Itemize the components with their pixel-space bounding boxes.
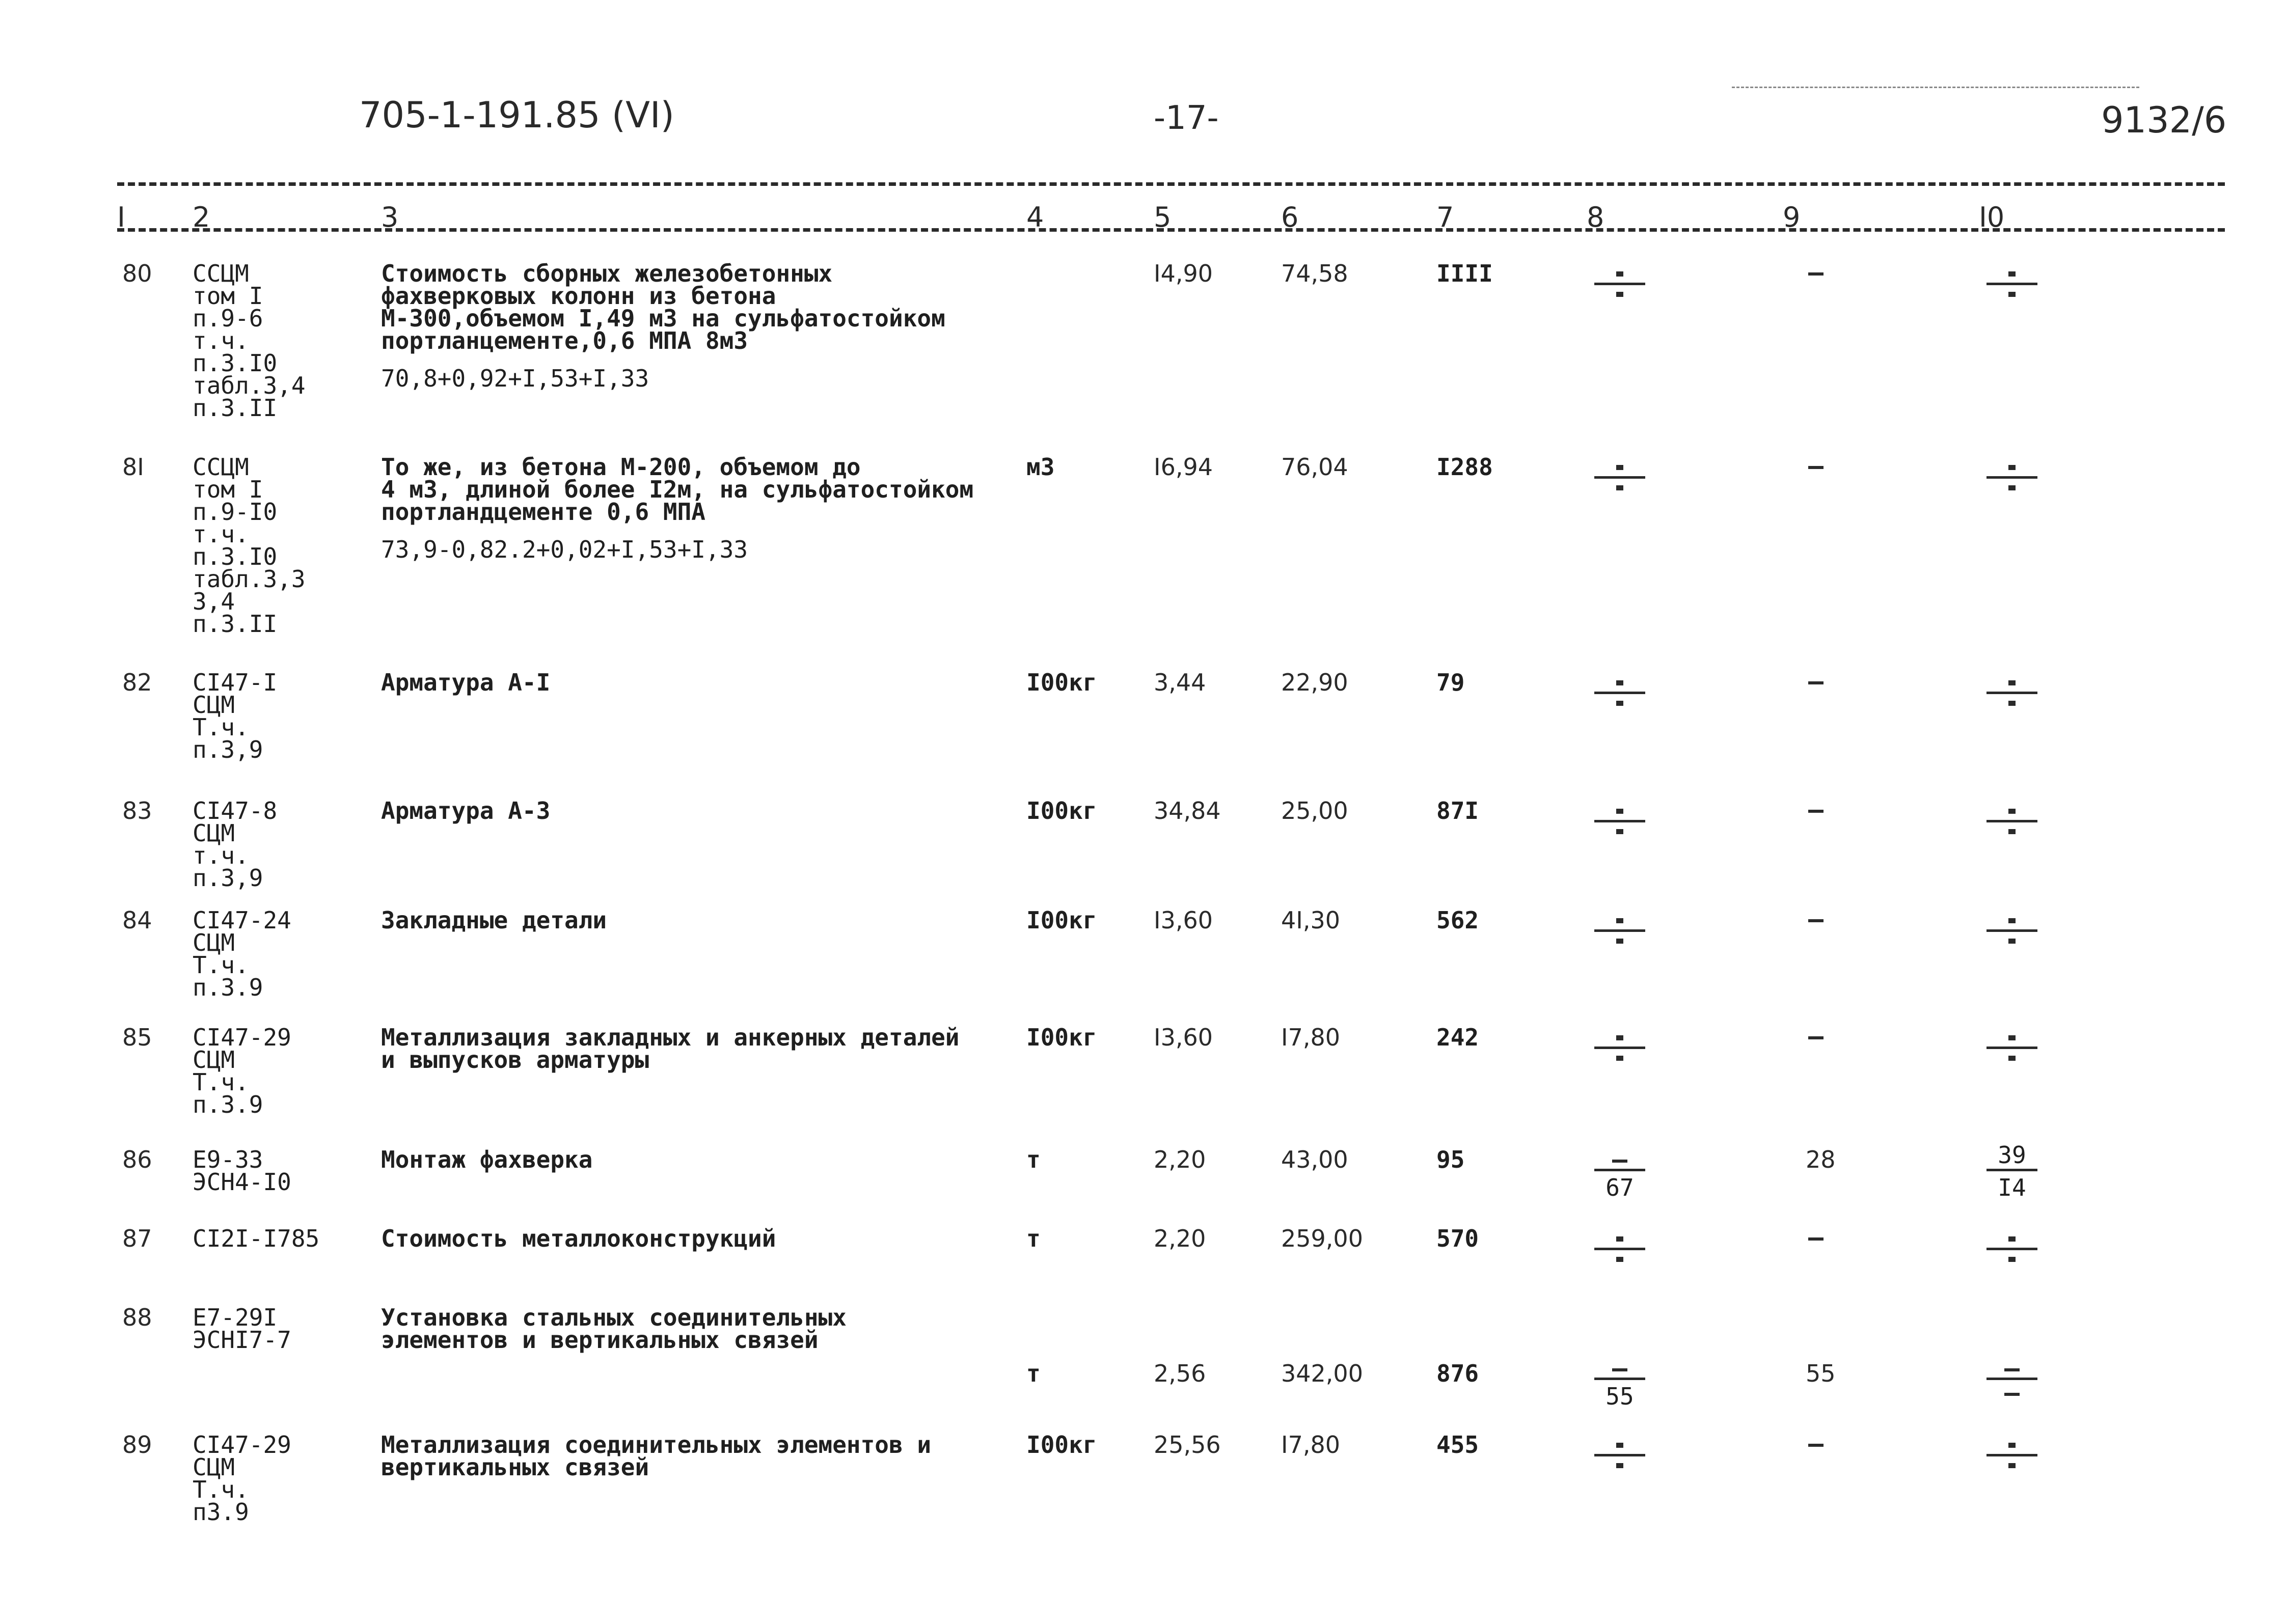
unit: м3 (1026, 453, 1055, 481)
quantity: I6,94 (1154, 453, 1213, 481)
column-header-6: 6 (1281, 201, 1299, 233)
row-number: 84 (122, 906, 152, 934)
division-dot-bottom (2008, 1056, 2016, 1061)
col8-not-applicable (1594, 1227, 1645, 1273)
division-bar (1594, 476, 1645, 479)
reference-code: СI47-29 СЦМ Т.ч. п3.9 (193, 1431, 291, 1526)
unit: I00кг (1026, 906, 1097, 934)
quantity: 2,56 (1154, 1360, 1206, 1387)
fraction-denominator: I4 (1998, 1174, 2026, 1201)
unit-price: 259,00 (1281, 1225, 1363, 1252)
col9-dash (1808, 1036, 1824, 1039)
reference-code: ССЦМ том I п.9-I0 т.ч. п.3.I0 табл.3,3 3,4 п.3.II (193, 453, 306, 638)
unit-price: I7,80 (1281, 1431, 1340, 1458)
col10-not-applicable (1986, 909, 2037, 955)
division-bar (1986, 692, 2037, 694)
col10-fraction (1986, 1141, 2037, 1201)
description: Арматура А-I (381, 669, 551, 696)
description: Металлизация закладных и анкерных деталей и выпусков арматуры (381, 1024, 960, 1074)
unit-price: 4I,30 (1281, 906, 1340, 934)
quantity: 2,20 (1154, 1146, 1206, 1173)
quantity: I3,60 (1154, 906, 1213, 934)
col8-not-applicable (1594, 909, 1645, 955)
total-cost: 570 (1436, 1225, 1479, 1252)
unit: т (1026, 1146, 1041, 1173)
reference-code: Е7-29I ЭСНI7-7 (193, 1304, 291, 1354)
division-bar (1986, 1047, 2037, 1049)
division-bar (1986, 1454, 2037, 1456)
reference-code: СI47-I СЦМ Т.ч. п.3,9 (193, 669, 278, 763)
unit: I00кг (1026, 1024, 1097, 1051)
column-header-8: 8 (1587, 201, 1604, 233)
quantity: I3,60 (1154, 1024, 1213, 1051)
division-dot-top (1616, 809, 1623, 814)
division-bar (1594, 1047, 1645, 1049)
division-dot-top (1616, 271, 1623, 277)
column-header-9: 9 (1783, 201, 1801, 233)
division-dot-bottom (1616, 939, 1623, 944)
description: Установка стальных соединительных элементов и вертикальных связей (381, 1304, 847, 1354)
col9-dash (1808, 810, 1824, 813)
total-cost: 79 (1436, 669, 1465, 696)
col9-dash (1808, 681, 1824, 684)
division-bar (1986, 1248, 2037, 1250)
column-header-10: I0 (1979, 201, 2005, 233)
division-dot-top (1616, 1443, 1623, 1448)
numerator-dash (1612, 1368, 1627, 1371)
col10-not-applicable (1986, 1227, 2037, 1273)
row-number: 88 (122, 1304, 152, 1331)
col10-not-applicable (1986, 1026, 2037, 1072)
division-dot-top (2008, 465, 2016, 470)
division-bar (1594, 283, 1645, 285)
division-dot-bottom (2008, 939, 2016, 944)
document-code: 705-1-191.85 (VI) (359, 94, 674, 136)
division-dot-bottom (1616, 1056, 1623, 1061)
division-dot-bottom (2008, 1257, 2016, 1262)
division-dot-bottom (2008, 485, 2016, 490)
division-dot-top (2008, 1236, 2016, 1242)
column-header-3: 3 (381, 201, 399, 233)
quantity: 25,56 (1154, 1431, 1221, 1458)
col10-fraction (1986, 1357, 2037, 1403)
col8-fraction (1594, 1357, 1645, 1410)
division-dot-top (2008, 809, 2016, 814)
total-cost: I288 (1436, 453, 1493, 481)
division-dot-bottom (1616, 485, 1623, 490)
total-cost: 95 (1436, 1146, 1465, 1173)
reference-code: ССЦМ том I п.9-6 т.ч. п.3.I0 табл.3,4 п.3.II (193, 260, 306, 422)
division-dot-top (1616, 918, 1623, 923)
column-header-7: 7 (1436, 201, 1454, 233)
division-dot-top (1616, 465, 1623, 470)
division-dot-bottom (1616, 1463, 1623, 1468)
quantity: 2,20 (1154, 1225, 1206, 1252)
total-cost: 455 (1436, 1431, 1479, 1458)
description: Монтаж фахверка (381, 1146, 593, 1173)
col10-not-applicable (1986, 1434, 2037, 1479)
quantity: 3,44 (1154, 669, 1206, 696)
unit: т (1026, 1360, 1041, 1387)
fraction-bar (1594, 1169, 1645, 1171)
unit-price: 22,90 (1281, 669, 1348, 696)
row-number: 83 (122, 797, 152, 824)
column-header-4: 4 (1026, 201, 1044, 233)
fraction-denominator: 67 (1605, 1174, 1634, 1201)
col10-not-applicable (1986, 671, 2037, 717)
col8-not-applicable (1594, 671, 1645, 717)
reference-code: Е9-33 ЭСН4-I0 (193, 1146, 291, 1196)
col8-not-applicable (1594, 456, 1645, 502)
division-bar (1986, 283, 2037, 285)
row-number: 87 (122, 1225, 152, 1252)
total-cost: 562 (1436, 906, 1479, 934)
division-bar (1594, 1248, 1645, 1250)
row-number: 86 (122, 1146, 152, 1173)
unit-price: 342,00 (1281, 1360, 1363, 1387)
numerator-dash (2004, 1368, 2020, 1371)
division-bar (1594, 1454, 1645, 1456)
row-number: 85 (122, 1024, 152, 1051)
total-cost: 242 (1436, 1024, 1479, 1051)
total-cost: IIII (1436, 260, 1493, 287)
unit-price: I7,80 (1281, 1024, 1340, 1051)
description: Металлизация соединительных элементов и вертикальных связей (381, 1431, 932, 1481)
row-number: 8I (122, 453, 144, 481)
total-cost: 87I (1436, 797, 1479, 824)
top-right-rule (1732, 87, 2139, 88)
row-number: 89 (122, 1431, 152, 1458)
calculation-formula: 73,9-0,82.2+0,02+I,53+I,33 (381, 536, 748, 563)
division-bar (1594, 820, 1645, 822)
col9-dash (1808, 919, 1824, 922)
division-bar (1986, 820, 2037, 822)
row-number: 82 (122, 669, 152, 696)
unit-price: 76,04 (1281, 453, 1348, 481)
col9-dash (1808, 1237, 1824, 1241)
unit-price: 43,00 (1281, 1146, 1348, 1173)
col9-dash (1808, 272, 1824, 276)
division-dot-bottom (1616, 292, 1623, 297)
unit-price: 74,58 (1281, 260, 1348, 287)
division-dot-top (2008, 1035, 2016, 1040)
col9-value: 28 (1806, 1146, 1836, 1173)
division-dot-bottom (2008, 829, 2016, 834)
division-dot-top (2008, 918, 2016, 923)
description: Закладные детали (381, 906, 607, 934)
division-dot-bottom (2008, 1463, 2016, 1468)
reference-code: СI47-8 СЦМ т.ч. п.3,9 (193, 797, 278, 892)
division-bar (1986, 476, 2037, 479)
col8-not-applicable (1594, 1434, 1645, 1479)
col8-fraction (1594, 1148, 1645, 1201)
col8-not-applicable (1594, 1026, 1645, 1072)
division-dot-top (2008, 271, 2016, 277)
reference-code: СI2I-I785 (193, 1225, 320, 1252)
fraction-numerator: 39 (1998, 1141, 2026, 1169)
reference-code: СI47-24 СЦМ Т.ч. п.3.9 (193, 906, 291, 1001)
column-header-5: 5 (1154, 201, 1172, 233)
unit-price: 25,00 (1281, 797, 1348, 824)
page-number: -17- (1154, 99, 1219, 137)
table-top-rule (117, 182, 2225, 186)
description: Арматура А-3 (381, 797, 551, 824)
division-dot-top (2008, 680, 2016, 685)
col8-not-applicable (1594, 800, 1645, 845)
unit: I00кг (1026, 1431, 1097, 1458)
division-dot-bottom (2008, 701, 2016, 706)
division-bar (1594, 692, 1645, 694)
division-dot-bottom (1616, 1257, 1623, 1262)
unit: I00кг (1026, 669, 1097, 696)
fraction-bar (1986, 1169, 2037, 1171)
column-header-1: I (117, 201, 125, 233)
division-dot-bottom (2008, 292, 2016, 297)
fraction-bar (1986, 1378, 2037, 1380)
division-dot-bottom (1616, 829, 1623, 834)
col9-value: 55 (1806, 1360, 1836, 1387)
division-dot-top (1616, 1236, 1623, 1242)
division-dot-top (1616, 680, 1623, 685)
description: Стоимость сборных железобетонных фахверковых колонн из бетона М-300,объемом I,49 м3 на сульфатостойком портланцементе,0,6 МПА 8м3 (381, 260, 945, 354)
numerator-dash (1612, 1160, 1627, 1163)
total-cost: 876 (1436, 1360, 1479, 1387)
col9-dash (1808, 466, 1824, 469)
calculation-formula: 70,8+0,92+I,53+I,33 (381, 365, 649, 392)
division-bar (1986, 929, 2037, 932)
row-number: 80 (122, 260, 152, 287)
unit: I00кг (1026, 797, 1097, 824)
description: Стоимость металлоконструкций (381, 1225, 776, 1252)
col10-not-applicable (1986, 456, 2037, 502)
column-header-2: 2 (193, 201, 210, 233)
quantity: 34,84 (1154, 797, 1221, 824)
col9-dash (1808, 1444, 1824, 1447)
unit: т (1026, 1225, 1041, 1252)
division-dot-top (2008, 1443, 2016, 1448)
division-dot-top (1616, 1035, 1623, 1040)
fraction-bar (1594, 1378, 1645, 1380)
division-dot-bottom (1616, 701, 1623, 706)
division-bar (1594, 929, 1645, 932)
sheet-code: 9132/6 (2101, 99, 2227, 141)
fraction-denominator: 55 (1605, 1383, 1634, 1410)
quantity: I4,90 (1154, 260, 1213, 287)
description: То же, из бетона М-200, объемом до 4 м3, длиной более I2м, на сульфатостойком портландцементе 0,6 МПА (381, 453, 974, 526)
denominator-dash (2004, 1393, 2020, 1396)
reference-code: СI47-29 СЦМ Т.ч. п.3.9 (193, 1024, 291, 1118)
col10-not-applicable (1986, 262, 2037, 308)
col8-not-applicable (1594, 262, 1645, 308)
col10-not-applicable (1986, 800, 2037, 845)
